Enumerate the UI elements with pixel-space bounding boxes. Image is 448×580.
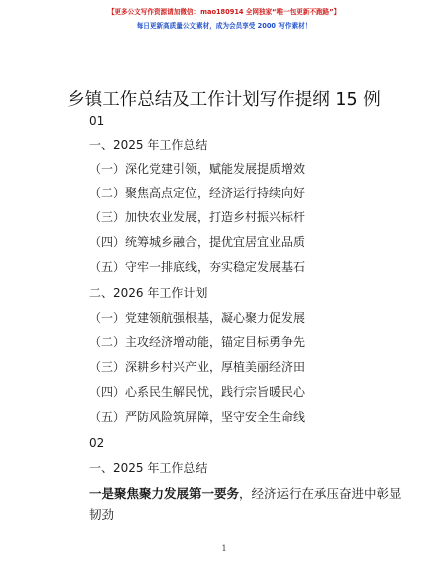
outline-item: （二）聚焦高点定位，经济运行持续向好 [89,186,306,200]
body-paragraph-line1 [89,486,402,502]
section-heading-summary: 一、2025 年工作总结 [89,138,208,152]
paragraph-lead: 一是聚焦聚力发展第一要务 [89,486,240,501]
outline-item: （二）主攻经济增动能，锚定目标勇争先 [89,335,306,349]
outline-item: （四）心系民生解民忧，践行宗旨暖民心 [89,385,306,399]
outline-item: （三）深耕乡村兴产业，厚植美丽经济田 [89,360,306,374]
section-heading-plan: 二、2026 年工作计划 [89,286,208,300]
page-title: 乡镇工作总结及工作计划写作提纲 15 例 [67,90,381,110]
section-number-02: 02 [89,436,105,450]
body-paragraph-line2: 韧劲 [89,507,115,522]
paragraph-rest: ，经济运行在承压奋进中彰显 [239,486,402,501]
outline-item: （五）守牢一排底线，夯实稳定发展基石 [89,260,306,274]
page-number: 1 [221,544,227,553]
outline-item: （三）加快农业发展，打造乡村振兴标杆 [89,210,306,224]
section-number-01: 01 [89,114,105,128]
outline-item: （一）深化党建引领，赋能发展提质增效 [89,162,306,176]
promo-banner-blue: 每日更新高质量公文素材，成为会员享受 2000 写作素材！ [136,22,312,30]
section-heading-summary-2: 一、2025 年工作总结 [89,461,208,475]
outline-item: （四）统筹城乡融合，提优宜居宜业品质 [89,235,306,249]
outline-item: （一）党建领航强根基，凝心聚力促发展 [89,311,306,325]
promo-banner-red: 【更多公文写作资源请加微信：mao180914 全网独家“唯一包更新不跑路”】 [107,8,341,16]
outline-item: （五）严防风险筑屏障，坚守安全生命线 [89,410,306,424]
